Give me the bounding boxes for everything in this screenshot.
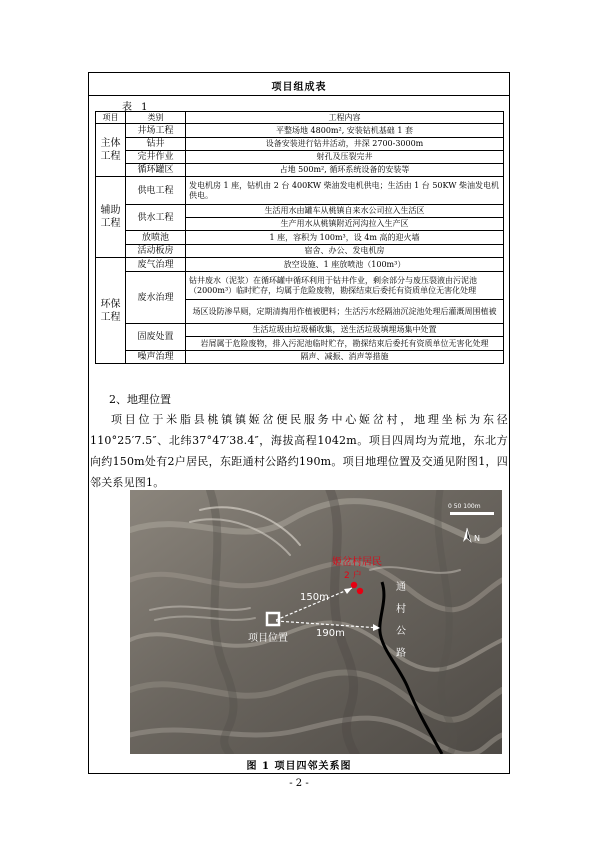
scale-label: 0 50 100m	[448, 503, 481, 510]
row-content: 设备安装进行钻井活动，井深 2700-3000m	[186, 138, 504, 151]
row-category: 完井作业	[126, 151, 186, 164]
road-char-4: 路	[396, 648, 406, 659]
table-title: 项目组成表	[271, 82, 327, 93]
row-content: 场区设防渗旱厕，定期清掏用作植被肥料；生活污水经隔油沉淀池处理后灌溉周围植被	[186, 300, 504, 324]
row-content: 生活用水由罐车从桃镇自来水公司拉入生活区	[186, 205, 504, 218]
row-content: 生活垃圾由垃圾桶收集，送生活垃圾填埋场集中处置	[186, 324, 504, 337]
group-environmental: 环保工程	[96, 258, 126, 364]
header-content: 工程内容	[186, 112, 504, 124]
row-category: 钻井	[126, 138, 186, 151]
row-content: 生产用水从桃镇附近河沟拉入生产区	[186, 218, 504, 231]
row-content: 1 座，容积为 100m³，设 4m 高的迎火墙	[186, 231, 504, 245]
table-label: 表 1	[122, 102, 151, 113]
row-category: 循环罐区	[126, 164, 186, 177]
table-row	[96, 231, 504, 245]
table-row	[96, 177, 504, 205]
table-row	[96, 351, 504, 364]
row-category: 放喷池	[126, 231, 186, 245]
section-paragraph: 项目位于米脂县桃镇镇姬岔便民服务中心姬岔村，地理坐标为东径110°25′7.5″、北纬37°47′38.4″，海拔高程1042m。项目四周均为荒地，东北方向约150m处有2户居民，东距通村公路约190m。项目地理位置及交通见附图1，四邻关系见图1。	[90, 413, 508, 489]
table-row	[96, 138, 504, 151]
row-category: 噪声治理	[126, 351, 186, 364]
row-category: 供电工程	[126, 177, 186, 205]
row-category: 活动板房	[126, 245, 186, 258]
table-header-row	[96, 112, 504, 124]
row-category: 废水治理	[126, 272, 186, 324]
page-number: - 2 -	[289, 778, 309, 789]
row-category: 废气治理	[126, 258, 186, 272]
group-auxiliary: 辅助工程	[96, 177, 126, 258]
row-content: 隔声、减振、消声等措施	[186, 351, 504, 364]
label-190m: 190m	[316, 628, 345, 639]
table-row	[96, 258, 504, 272]
row-category: 供水工程	[126, 205, 186, 231]
label-households: 2 户	[344, 571, 362, 581]
table-row	[96, 324, 504, 337]
group-main: 主体工程	[96, 124, 126, 177]
row-content: 钻井废水（泥浆）在循环罐中循环利用于钻井作业，剩余部分与废压裂液由污泥池（2000m³）临时贮存，均属于危险废物，勘探结束后委托有资质单位无害化处理	[186, 272, 504, 300]
table-row	[96, 205, 504, 218]
label-project-site: 项目位置	[248, 633, 288, 644]
row-category: 井场工程	[126, 124, 186, 138]
figure-caption: 图 1 项目四邻关系图	[246, 761, 352, 772]
resident-house-2	[357, 588, 363, 594]
table-row	[96, 164, 504, 177]
header-project: 项目	[96, 112, 126, 124]
row-category: 固废处置	[126, 324, 186, 351]
road-char-2: 村	[396, 604, 406, 615]
row-content: 发电机房 1 座，钻机由 2 台 400KW 柴油发电机供电；生活由 1 台 50KW 柴油发电机供电。	[186, 177, 504, 205]
section-heading: 2、地理位置	[109, 393, 171, 406]
road-char-3: 公	[396, 626, 406, 637]
resident-house-1	[351, 582, 357, 588]
header-category: 类别	[126, 112, 186, 124]
svg-text:N: N	[474, 534, 480, 543]
row-content: 平整场地 4800m², 安装钻机基础 1 套	[186, 124, 504, 138]
row-content: 占地 500m², 循环系统设备的安装等	[186, 164, 504, 177]
row-content: 宿舍、办公、发电机房	[186, 245, 504, 258]
table-row	[96, 245, 504, 258]
label-village-residents: 姬岔村居民	[332, 557, 382, 568]
row-content: 放空设施、1 座放喷池（100m³）	[186, 258, 504, 272]
row-content: 岩屑属于危险废物，排入污泥池临时贮存，勘探结束后委托有资质单位无害化处理	[186, 337, 504, 351]
table-row	[96, 151, 504, 164]
map-image	[130, 490, 502, 754]
row-content: 射孔及压裂完井	[186, 151, 504, 164]
satellite-map-figure	[130, 490, 502, 754]
label-150m: 150m	[300, 592, 329, 603]
road-char-1: 通	[396, 582, 406, 593]
table-row	[96, 272, 504, 300]
title-rule	[88, 95, 510, 96]
table-row	[96, 124, 504, 138]
project-composition-table	[95, 111, 504, 364]
